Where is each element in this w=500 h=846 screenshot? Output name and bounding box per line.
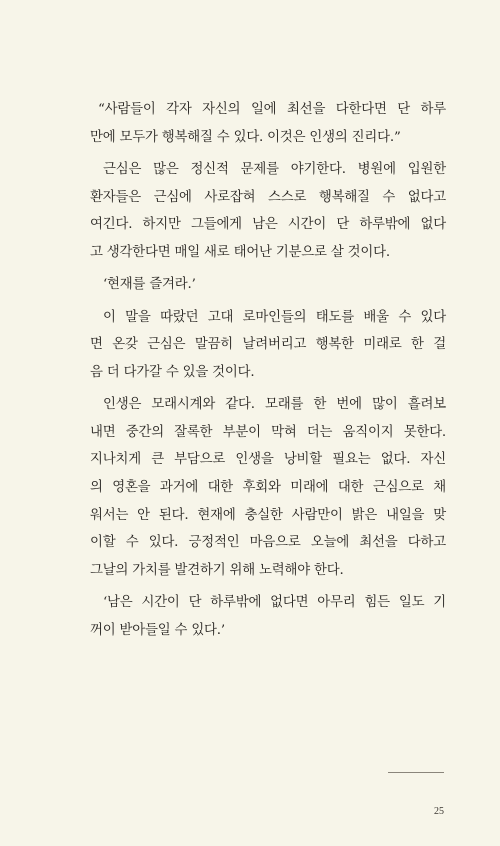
page-number: 25 bbox=[434, 806, 444, 817]
paragraph-quote-opening bbox=[90, 96, 446, 151]
paragraph-hourglass bbox=[90, 391, 446, 584]
paragraph-worry bbox=[90, 156, 446, 266]
footer-divider bbox=[388, 772, 444, 773]
text-line: 의 영혼을 과거에 대한 후회와 미래에 대한 근심으로 채 bbox=[90, 479, 446, 495]
text-line: 고 생각한다면 매일 새로 태어난 기분으로 살 것이다. bbox=[90, 244, 390, 260]
text-line: 근심은 많은 정신적 문제를 야기한다. 병원에 입원한 bbox=[103, 161, 446, 177]
text-line: 지나치게 큰 부담으로 인생을 낭비할 필요는 없다. 자신 bbox=[90, 452, 446, 468]
text-line: 환자들은 근심에 사로잡혀 스스로 행복해질 수 없다고 bbox=[90, 189, 446, 205]
paragraph-romans bbox=[90, 304, 446, 387]
paragraph-carpe-diem bbox=[90, 271, 446, 299]
text-line: 꺼이 받아들일 수 있다.’ bbox=[90, 622, 225, 638]
text-line: 그날의 가치를 발견하기 위해 노력해야 한다. bbox=[90, 562, 344, 578]
text-line: 여긴다. 하지만 그들에게 남은 시간이 단 하루밖에 없다 bbox=[90, 217, 446, 233]
text-line: ‘현재를 즐겨라.’ bbox=[103, 277, 196, 293]
text-line: 내면 중간의 잘록한 부분이 막혀 더는 움직이지 못한다. bbox=[90, 424, 446, 440]
text-line: 음 더 다가갈 수 있을 것이다. bbox=[90, 364, 255, 380]
text-line: ‘남은 시간이 단 하루밖에 없다면 아무리 힘든 일도 기 bbox=[103, 595, 446, 611]
text-line: 면 온갖 근심은 말끔히 날려버리고 행복한 미래로 한 걸 bbox=[90, 337, 446, 353]
text-line: 인생은 모래시계와 같다. 모래를 한 번에 많이 흘려보 bbox=[103, 397, 446, 413]
paragraph-quote-closing bbox=[90, 589, 446, 644]
text-line: “사람들이 각자 자신의 일에 최선을 다한다면 단 하루 bbox=[98, 102, 446, 117]
text-line: 만에 모두가 행복해질 수 있다. 이것은 인생의 진리다.” bbox=[90, 129, 401, 145]
text-line: 워서는 안 된다. 현재에 충실한 사람만이 밝은 내일을 맞 bbox=[90, 507, 446, 523]
text-line: 이할 수 있다. 긍정적인 마음으로 오늘에 최선을 다하고 bbox=[90, 535, 446, 551]
text-line: 이 말을 따랐던 고대 로마인들의 태도를 배울 수 있다 bbox=[103, 309, 446, 325]
body-text bbox=[90, 96, 446, 649]
